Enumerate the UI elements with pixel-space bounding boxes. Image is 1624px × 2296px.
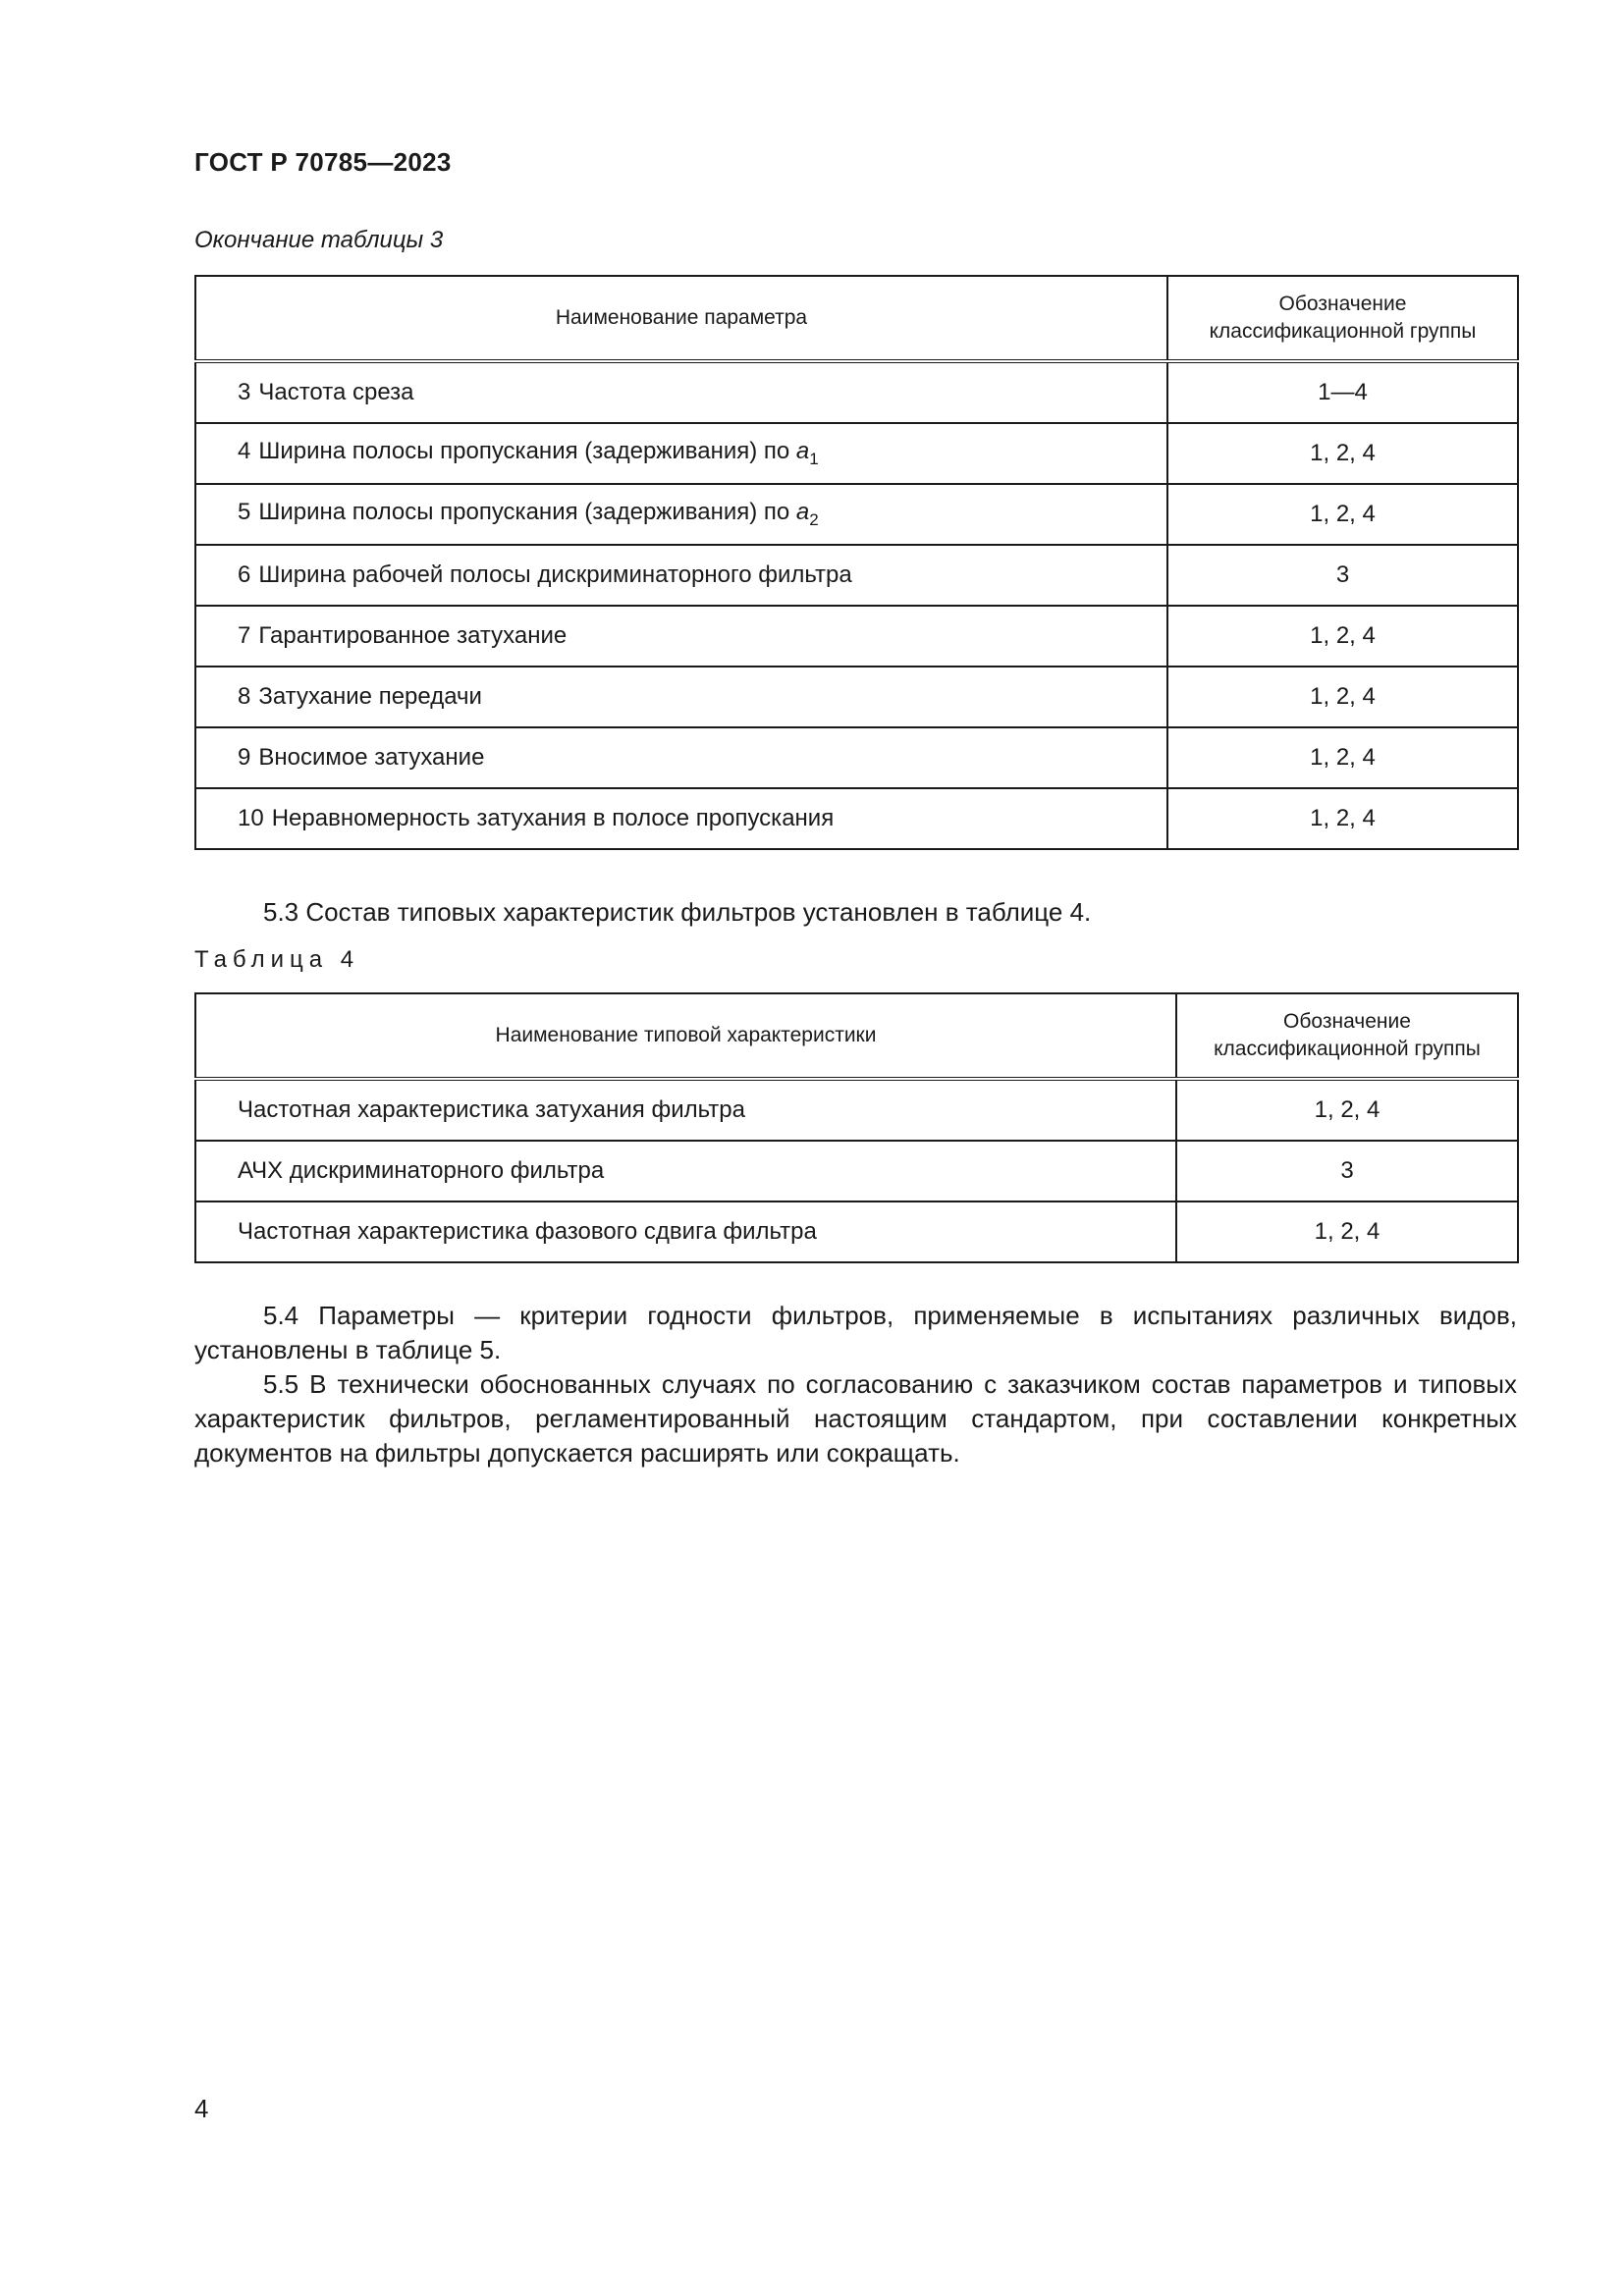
table3-param-code: 1, 2, 4 [1167,667,1518,727]
table3-col-name-header: Наименование параметра [195,276,1167,361]
table-3 [194,275,1519,850]
table3-param-code: 1, 2, 4 [1167,423,1518,484]
table-row [195,361,1518,423]
table4-char-code: 1, 2, 4 [1176,1079,1518,1141]
table-row [195,423,1518,484]
table4-col-name-header: Наименование типовой характеристики [195,993,1176,1079]
table-row [195,484,1518,545]
table-row [195,1079,1518,1141]
table-4 [194,992,1519,1263]
table3-param-code: 1, 2, 4 [1167,484,1518,545]
table3-param-name: 8 Затухание передачи [195,667,1167,727]
table3-param-code: 3 [1167,545,1518,606]
symbol-a: a [795,438,810,464]
table-row [195,667,1518,727]
table-row [195,1141,1518,1201]
paragraph-5-3: 5.3 Состав типовых характеристик фильтров установлен в таблице 4. [263,897,1092,927]
table4-char-name: Частотная характеристика фазового сдвига фильтра [195,1201,1176,1262]
page-number: 4 [194,2094,209,2123]
table4-char-code: 3 [1176,1141,1518,1201]
table3-param-name: 10 Неравномерность затухания в полосе пропускания [195,788,1167,849]
table4-char-code: 1, 2, 4 [1176,1201,1518,1262]
table4-col-code-header: Обозначение классификационной группы [1176,993,1518,1079]
table-row [195,545,1518,606]
symbol-a: a [795,499,810,525]
table3-param-code: 1, 2, 4 [1167,788,1518,849]
table-row [195,788,1518,849]
table4-caption: Таблица 4 [194,946,360,973]
table3-param-name: 4 Ширина полосы пропускания (задерживания) по $a_1$ [195,423,1167,484]
table-row [195,1201,1518,1262]
table3-param-name: 6 Ширина рабочей полосы дискриминаторного фильтра [195,545,1167,606]
table-row [195,606,1518,667]
table3-param-code: 1, 2, 4 [1167,606,1518,667]
paragraph-5-5: 5.5 В технически обоснованных случаях по согласованию с заказчиком состав параметров и типовых характеристик фильтров, регламентированный настоящим стандартом, при составлении конкретных документов на фильтры допускается расширять или сокращать. [194,1369,1517,1468]
table3-param-name: 9 Вносимое затухание [195,727,1167,788]
document-header: ГОСТ Р 70785—2023 [194,147,452,177]
table4-char-name: АЧХ дискриминаторного фильтра [195,1141,1176,1201]
table3-header-row [195,276,1518,361]
table3-param-code: 1—4 [1167,361,1518,423]
table3-param-name: 7 Гарантированное затухание [195,606,1167,667]
table-row [195,727,1518,788]
table4-header-row [195,993,1518,1079]
table3-col-code-header: Обозначение классификационной группы [1167,276,1518,361]
table4-char-name: Частотная характеристика затухания фильтра [195,1079,1176,1141]
table3-param-name: 3 Частота среза [195,361,1167,423]
paragraph-5-4: 5.4 Параметры — критерии годности фильтров, применяемые в испытаниях различных видов, установлены в таблице 5. [194,1301,1517,1364]
table3-param-name: 5 Ширина полосы пропускания (задерживания) по $a_2$ [195,484,1167,545]
table3-caption: Окончание таблицы 3 [194,227,444,253]
table3-param-code: 1, 2, 4 [1167,727,1518,788]
